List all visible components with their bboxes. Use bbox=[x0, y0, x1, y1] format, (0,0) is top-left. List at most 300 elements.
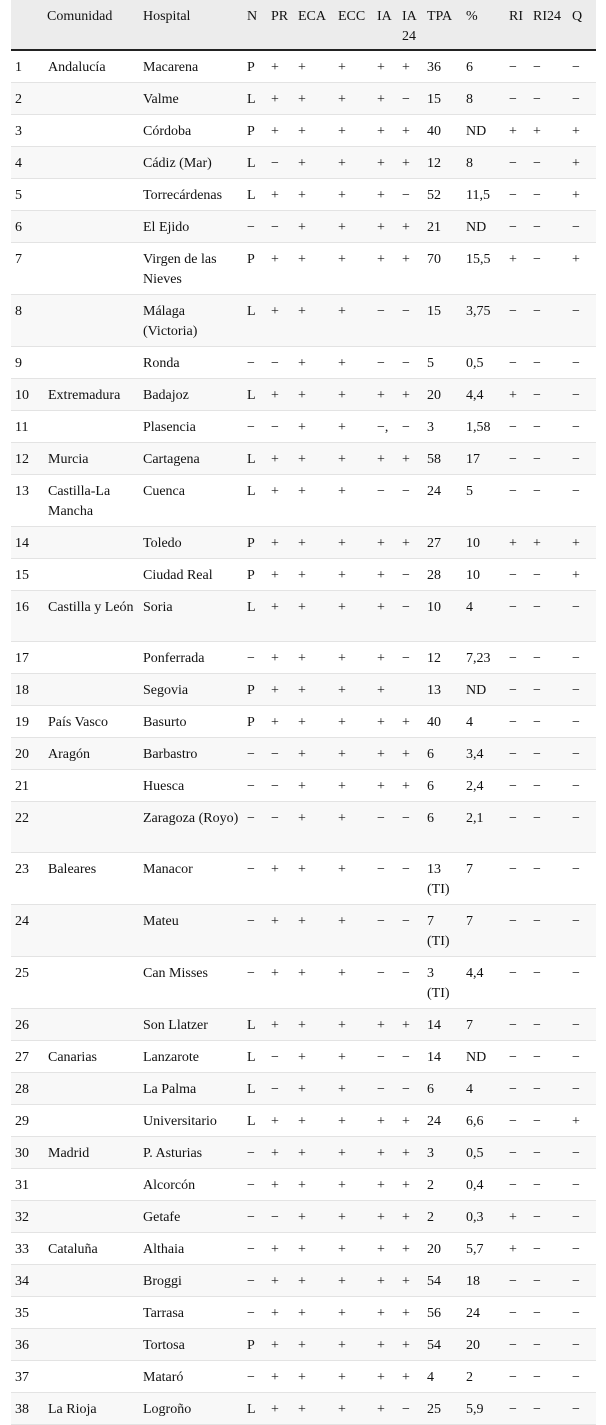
table-cell: 9 bbox=[11, 347, 43, 379]
table-row bbox=[11, 1329, 596, 1361]
table-cell: País Vasco bbox=[43, 706, 139, 738]
table-row bbox=[11, 295, 596, 347]
table-cell: + bbox=[334, 1329, 373, 1361]
table-cell: − bbox=[529, 591, 568, 642]
table-cell: Alcorcón bbox=[139, 1169, 243, 1201]
table-cell: + bbox=[334, 475, 373, 527]
table-cell: + bbox=[373, 1009, 398, 1041]
table-cell: 52 bbox=[423, 179, 462, 211]
table-cell: + bbox=[294, 379, 334, 411]
table-cell: 3,4 bbox=[462, 738, 505, 770]
table-cell: + bbox=[373, 642, 398, 674]
table-cell: + bbox=[373, 147, 398, 179]
table-cell: + bbox=[373, 559, 398, 591]
table-cell: − bbox=[505, 1041, 529, 1073]
table-cell: + bbox=[334, 1361, 373, 1393]
table-cell: 5,9 bbox=[462, 1393, 505, 1425]
table-cell: 27 bbox=[11, 1041, 43, 1073]
table-cell: 20 bbox=[462, 1329, 505, 1361]
table-cell: P bbox=[243, 50, 267, 83]
table-cell: − bbox=[505, 443, 529, 475]
table-cell: − bbox=[505, 1329, 529, 1361]
table-cell: + bbox=[267, 1265, 294, 1297]
table-row bbox=[11, 1009, 596, 1041]
table-cell: − bbox=[243, 1137, 267, 1169]
table-cell: − bbox=[529, 559, 568, 591]
table-row bbox=[11, 115, 596, 147]
table-cell: + bbox=[334, 211, 373, 243]
table-cell: − bbox=[529, 295, 568, 347]
table-cell: − bbox=[505, 1393, 529, 1425]
table-cell: Getafe bbox=[139, 1201, 243, 1233]
column-header: PR bbox=[267, 0, 294, 50]
table-cell: 6 bbox=[423, 1073, 462, 1105]
table-cell bbox=[43, 1073, 139, 1105]
table-cell: + bbox=[334, 559, 373, 591]
table-cell: 14 bbox=[423, 1041, 462, 1073]
table-cell: − bbox=[568, 347, 596, 379]
table-cell: − bbox=[505, 475, 529, 527]
table-cell: + bbox=[294, 738, 334, 770]
table-cell: Huesca bbox=[139, 770, 243, 802]
table-cell: + bbox=[267, 1137, 294, 1169]
table-cell: − bbox=[568, 853, 596, 905]
table-cell: 6 bbox=[423, 738, 462, 770]
table-cell: L bbox=[243, 295, 267, 347]
table-cell: − bbox=[243, 211, 267, 243]
table-cell: 25 bbox=[423, 1393, 462, 1425]
table-cell: Can Misses bbox=[139, 957, 243, 1009]
table-cell: − bbox=[505, 738, 529, 770]
column-header: ECC bbox=[334, 0, 373, 50]
table-cell: + bbox=[373, 1329, 398, 1361]
table-cell: + bbox=[294, 411, 334, 443]
table-cell: + bbox=[373, 211, 398, 243]
table-cell: − bbox=[398, 1041, 423, 1073]
column-header: ECA bbox=[294, 0, 334, 50]
table-cell: + bbox=[398, 211, 423, 243]
table-cell: + bbox=[267, 379, 294, 411]
table-cell: 18 bbox=[462, 1265, 505, 1297]
table-cell: − bbox=[505, 591, 529, 642]
table-cell: + bbox=[267, 1009, 294, 1041]
table-cell: + bbox=[267, 527, 294, 559]
table-row bbox=[11, 591, 596, 642]
table-cell: + bbox=[373, 179, 398, 211]
table-cell: 36 bbox=[423, 50, 462, 83]
table-cell: + bbox=[373, 1169, 398, 1201]
table-cell: + bbox=[334, 347, 373, 379]
table-cell: − bbox=[398, 591, 423, 642]
table-cell: + bbox=[294, 211, 334, 243]
table-cell: Basurto bbox=[139, 706, 243, 738]
table-cell: − bbox=[529, 179, 568, 211]
table-cell: + bbox=[294, 115, 334, 147]
table-cell: − bbox=[505, 706, 529, 738]
table-cell: + bbox=[267, 243, 294, 295]
table-cell: − bbox=[529, 905, 568, 957]
table-cell: + bbox=[334, 905, 373, 957]
table-cell: Valme bbox=[139, 83, 243, 115]
table-cell: − bbox=[505, 1361, 529, 1393]
table-cell: + bbox=[267, 1393, 294, 1425]
table-cell: ND bbox=[462, 674, 505, 706]
table-cell: 7 (TI) bbox=[423, 905, 462, 957]
table-cell: + bbox=[294, 443, 334, 475]
column-header: RI bbox=[505, 0, 529, 50]
table-cell: + bbox=[267, 559, 294, 591]
table-cell: − bbox=[529, 379, 568, 411]
table-cell: + bbox=[568, 243, 596, 295]
table-cell: − bbox=[568, 738, 596, 770]
table-cell: + bbox=[267, 475, 294, 527]
table-cell: − bbox=[505, 295, 529, 347]
table-cell: + bbox=[398, 1233, 423, 1265]
table-cell: + bbox=[267, 674, 294, 706]
table-cell: L bbox=[243, 475, 267, 527]
table-cell: 30 bbox=[11, 1137, 43, 1169]
table-cell: − bbox=[398, 559, 423, 591]
table-cell: Universitario bbox=[139, 1105, 243, 1137]
table-cell: − bbox=[243, 770, 267, 802]
table-cell: − bbox=[568, 1073, 596, 1105]
table-cell: + bbox=[294, 295, 334, 347]
table-cell: L bbox=[243, 379, 267, 411]
table-cell: 56 bbox=[423, 1297, 462, 1329]
table-row bbox=[11, 347, 596, 379]
table-cell: + bbox=[568, 1105, 596, 1137]
table-cell: 22 bbox=[11, 802, 43, 853]
table-cell: + bbox=[505, 1233, 529, 1265]
table-cell: 20 bbox=[423, 1233, 462, 1265]
table-container bbox=[11, 0, 596, 1425]
table-cell: − bbox=[568, 1041, 596, 1073]
table-cell: − bbox=[267, 738, 294, 770]
table-cell: − bbox=[568, 1361, 596, 1393]
table-cell bbox=[398, 674, 423, 706]
column-header: TPA bbox=[423, 0, 462, 50]
table-cell: − bbox=[568, 1265, 596, 1297]
table-cell: + bbox=[294, 802, 334, 853]
table-cell bbox=[43, 1009, 139, 1041]
table-cell: + bbox=[373, 443, 398, 475]
table-cell: Ciudad Real bbox=[139, 559, 243, 591]
table-cell: P bbox=[243, 559, 267, 591]
table-row bbox=[11, 674, 596, 706]
table-cell: + bbox=[294, 559, 334, 591]
table-cell: − bbox=[505, 802, 529, 853]
table-cell: 2 bbox=[462, 1361, 505, 1393]
table-cell: L bbox=[243, 1041, 267, 1073]
table-cell: + bbox=[334, 527, 373, 559]
table-cell: − bbox=[529, 475, 568, 527]
table-cell: Macarena bbox=[139, 50, 243, 83]
table-cell: − bbox=[529, 83, 568, 115]
table-cell: − bbox=[243, 738, 267, 770]
table-cell: − bbox=[529, 1201, 568, 1233]
table-cell: Manacor bbox=[139, 853, 243, 905]
table-cell: + bbox=[373, 738, 398, 770]
table-row bbox=[11, 379, 596, 411]
table-cell: 35 bbox=[11, 1297, 43, 1329]
table-cell: − bbox=[529, 1393, 568, 1425]
table-cell: 17 bbox=[11, 642, 43, 674]
table-cell: 26 bbox=[11, 1009, 43, 1041]
table-cell: − bbox=[529, 1073, 568, 1105]
table-cell: 54 bbox=[423, 1329, 462, 1361]
table-cell: 2 bbox=[423, 1169, 462, 1201]
table-cell: Andalucía bbox=[43, 50, 139, 83]
table-cell: 3 bbox=[423, 411, 462, 443]
table-cell: − bbox=[398, 475, 423, 527]
table-cell: 12 bbox=[423, 147, 462, 179]
table-row bbox=[11, 770, 596, 802]
table-cell: −, bbox=[373, 411, 398, 443]
table-cell: P bbox=[243, 674, 267, 706]
table-cell: − bbox=[243, 642, 267, 674]
table-cell: − bbox=[398, 295, 423, 347]
table-cell: + bbox=[267, 905, 294, 957]
table-cell bbox=[43, 179, 139, 211]
table-cell: 3 (TI) bbox=[423, 957, 462, 1009]
table-cell: + bbox=[267, 50, 294, 83]
table-cell: − bbox=[398, 905, 423, 957]
table-cell: + bbox=[373, 591, 398, 642]
table-cell: 6 bbox=[423, 802, 462, 853]
table-cell: − bbox=[529, 770, 568, 802]
table-cell: − bbox=[529, 411, 568, 443]
table-cell: − bbox=[505, 770, 529, 802]
table-cell: + bbox=[294, 642, 334, 674]
table-cell: Broggi bbox=[139, 1265, 243, 1297]
table-cell: Torrecárdenas bbox=[139, 179, 243, 211]
table-cell: − bbox=[373, 802, 398, 853]
table-cell: 33 bbox=[11, 1233, 43, 1265]
table-row bbox=[11, 50, 596, 83]
table-cell: 15 bbox=[11, 559, 43, 591]
table-cell: + bbox=[294, 475, 334, 527]
table-cell: 12 bbox=[423, 642, 462, 674]
table-cell: + bbox=[373, 379, 398, 411]
table-cell: L bbox=[243, 1073, 267, 1105]
table-cell: − bbox=[505, 147, 529, 179]
table-cell: − bbox=[398, 347, 423, 379]
table-cell: 4,4 bbox=[462, 379, 505, 411]
table-cell: + bbox=[568, 147, 596, 179]
table-cell: 0,3 bbox=[462, 1201, 505, 1233]
table-row bbox=[11, 83, 596, 115]
table-cell: + bbox=[373, 1393, 398, 1425]
table-cell: + bbox=[294, 770, 334, 802]
table-cell: − bbox=[505, 1009, 529, 1041]
table-cell: − bbox=[505, 179, 529, 211]
table-row bbox=[11, 243, 596, 295]
table-row bbox=[11, 1297, 596, 1329]
table-cell: − bbox=[568, 411, 596, 443]
table-cell: + bbox=[505, 1201, 529, 1233]
table-cell: − bbox=[373, 347, 398, 379]
table-cell: Barbastro bbox=[139, 738, 243, 770]
table-cell: + bbox=[294, 1329, 334, 1361]
table-cell: − bbox=[529, 853, 568, 905]
table-cell: + bbox=[568, 559, 596, 591]
table-cell: + bbox=[334, 1073, 373, 1105]
table-cell bbox=[43, 83, 139, 115]
table-cell: + bbox=[267, 706, 294, 738]
table-row bbox=[11, 527, 596, 559]
table-cell: − bbox=[373, 475, 398, 527]
table-cell: − bbox=[529, 443, 568, 475]
table-cell: 4 bbox=[462, 1073, 505, 1105]
table-cell: − bbox=[267, 770, 294, 802]
table-cell: 4 bbox=[462, 591, 505, 642]
table-cell: + bbox=[334, 147, 373, 179]
table-cell: + bbox=[294, 591, 334, 642]
table-cell: 10 bbox=[462, 559, 505, 591]
table-cell: − bbox=[568, 642, 596, 674]
table-cell: 5 bbox=[462, 475, 505, 527]
table-cell: + bbox=[267, 1169, 294, 1201]
table-cell: − bbox=[398, 853, 423, 905]
table-cell: 37 bbox=[11, 1361, 43, 1393]
table-cell: + bbox=[334, 379, 373, 411]
table-cell: + bbox=[334, 295, 373, 347]
table-cell: + bbox=[398, 1361, 423, 1393]
table-cell: − bbox=[568, 83, 596, 115]
table-cell: 70 bbox=[423, 243, 462, 295]
table-cell: + bbox=[373, 1297, 398, 1329]
table-cell: + bbox=[294, 243, 334, 295]
table-cell: + bbox=[267, 1233, 294, 1265]
table-cell: − bbox=[568, 1201, 596, 1233]
table-cell: 24 bbox=[423, 1105, 462, 1137]
table-row bbox=[11, 1361, 596, 1393]
table-cell: − bbox=[568, 379, 596, 411]
table-cell: Althaia bbox=[139, 1233, 243, 1265]
table-cell: + bbox=[398, 443, 423, 475]
table-cell: + bbox=[398, 50, 423, 83]
table-cell: L bbox=[243, 443, 267, 475]
table-cell: + bbox=[398, 1009, 423, 1041]
table-cell: 1,58 bbox=[462, 411, 505, 443]
table-cell: − bbox=[243, 802, 267, 853]
table-cell: 40 bbox=[423, 706, 462, 738]
table-cell: 2 bbox=[423, 1201, 462, 1233]
table-cell: + bbox=[294, 347, 334, 379]
table-cell: 34 bbox=[11, 1265, 43, 1297]
table-row bbox=[11, 642, 596, 674]
table-cell: Canarias bbox=[43, 1041, 139, 1073]
table-cell: + bbox=[529, 115, 568, 147]
table-cell: + bbox=[267, 1297, 294, 1329]
table-cell: − bbox=[568, 1329, 596, 1361]
table-cell bbox=[43, 905, 139, 957]
table-cell: + bbox=[568, 179, 596, 211]
table-cell: − bbox=[529, 50, 568, 83]
table-row bbox=[11, 1169, 596, 1201]
table-cell: − bbox=[529, 802, 568, 853]
table-cell: 1 bbox=[11, 50, 43, 83]
table-cell: + bbox=[398, 243, 423, 295]
table-cell: 18 bbox=[11, 674, 43, 706]
table-cell: 14 bbox=[11, 527, 43, 559]
table-cell: Logroño bbox=[139, 1393, 243, 1425]
table-cell: − bbox=[243, 1297, 267, 1329]
table-cell: − bbox=[505, 853, 529, 905]
table-cell: 16 bbox=[11, 591, 43, 642]
table-cell: − bbox=[568, 802, 596, 853]
table-cell: + bbox=[398, 147, 423, 179]
table-cell: − bbox=[267, 1073, 294, 1105]
table-cell: − bbox=[505, 1169, 529, 1201]
table-cell: − bbox=[568, 443, 596, 475]
table-row bbox=[11, 1201, 596, 1233]
column-header: Hospital bbox=[139, 0, 243, 50]
table-cell: + bbox=[529, 527, 568, 559]
table-cell: 7,23 bbox=[462, 642, 505, 674]
table-cell: Lanzarote bbox=[139, 1041, 243, 1073]
table-cell: + bbox=[373, 115, 398, 147]
table-cell: 7 bbox=[11, 243, 43, 295]
table-cell: + bbox=[294, 905, 334, 957]
table-cell: + bbox=[398, 1265, 423, 1297]
table-cell: 2 bbox=[11, 83, 43, 115]
table-cell: 4,4 bbox=[462, 957, 505, 1009]
table-cell: − bbox=[505, 559, 529, 591]
table-cell: − bbox=[267, 211, 294, 243]
table-cell bbox=[43, 411, 139, 443]
table-row bbox=[11, 475, 596, 527]
table-cell: + bbox=[505, 527, 529, 559]
table-cell: 23 bbox=[11, 853, 43, 905]
table-cell: + bbox=[294, 1297, 334, 1329]
table-cell: − bbox=[529, 674, 568, 706]
table-row bbox=[11, 1265, 596, 1297]
table-cell bbox=[43, 674, 139, 706]
column-header: Q bbox=[568, 0, 596, 50]
table-cell: 2,4 bbox=[462, 770, 505, 802]
table-cell: − bbox=[568, 50, 596, 83]
table-cell: + bbox=[334, 1233, 373, 1265]
table-cell: − bbox=[373, 1073, 398, 1105]
table-cell: − bbox=[529, 1169, 568, 1201]
table-row bbox=[11, 1233, 596, 1265]
table-cell: + bbox=[267, 957, 294, 1009]
column-header: N bbox=[243, 0, 267, 50]
table-cell: 20 bbox=[11, 738, 43, 770]
table-cell: + bbox=[373, 1201, 398, 1233]
table-cell: − bbox=[568, 1297, 596, 1329]
table-cell: − bbox=[505, 1137, 529, 1169]
table-cell: + bbox=[373, 83, 398, 115]
table-cell: Cataluña bbox=[43, 1233, 139, 1265]
table-cell: + bbox=[294, 83, 334, 115]
table-cell: L bbox=[243, 147, 267, 179]
table-cell: Baleares bbox=[43, 853, 139, 905]
table-cell: − bbox=[568, 591, 596, 642]
table-cell: L bbox=[243, 1105, 267, 1137]
table-cell: + bbox=[294, 1137, 334, 1169]
table-cell: 19 bbox=[11, 706, 43, 738]
table-cell: + bbox=[294, 1169, 334, 1201]
table-cell: − bbox=[568, 1393, 596, 1425]
table-cell: La Rioja bbox=[43, 1393, 139, 1425]
table-cell: − bbox=[373, 853, 398, 905]
table-cell: Ponferrada bbox=[139, 642, 243, 674]
table-cell: − bbox=[267, 1041, 294, 1073]
table-cell: − bbox=[505, 1297, 529, 1329]
table-cell: + bbox=[267, 443, 294, 475]
